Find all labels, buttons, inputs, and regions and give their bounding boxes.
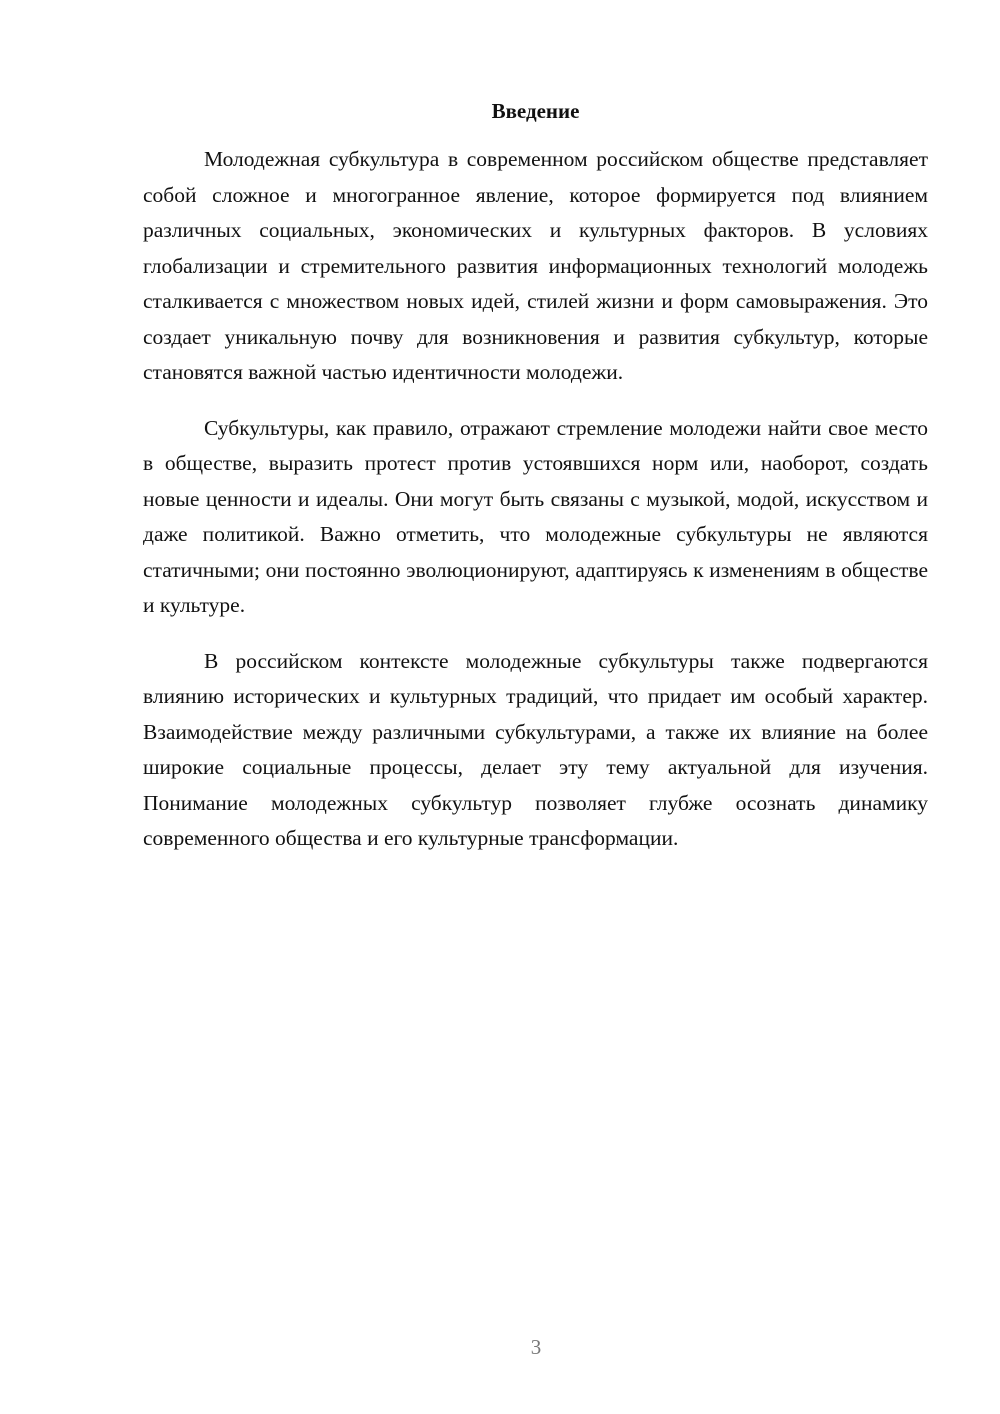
paragraph-3: В российском контексте молодежные субкультуры также подвергаются влиянию исторических и культурных традиций, что придает им особый характер. Взаимодействие между различными субкультурами, а также их влияние на более широкие социальные процессы, делает эту тему актуальной для изучения. Понимание молодежных субкультур позволяет глубже осознать динамику современного общества и его культурные трансформации. [143,648,928,850]
section-title: Введение [491,99,580,123]
paragraph-1: Молодежная субкультура в современном российском обществе представляет собой сложное и многогранное явление, которое формируется под влиянием различных социальных, экономических и культурных факторов. В условиях глобализации и стремительного развития информационных технологий молодежь сталкивается с множеством новых идей, стилей жизни и форм самовыражения. Это создает уникальную почву для возникновения и развития субкультур, которые становятся важной частью идентичности молодежи. [143,147,928,384]
paragraph-2: Субкультуры, как правило, отражают стремление молодежи найти свое место в обществе, выразить протест против устоявшихся норм или, наоборот, создать новые ценности и идеалы. Они могут быть связаны с музыкой, модой, искусством и даже политикой. Важно отметить, что молодежные субкультуры не являются статичными; они постоянно эволюционируют, адаптируясь к изменениям в обществе и культуре. [143,415,928,617]
page-number: 3 [530,1335,542,1359]
page-content [143,96,928,877]
